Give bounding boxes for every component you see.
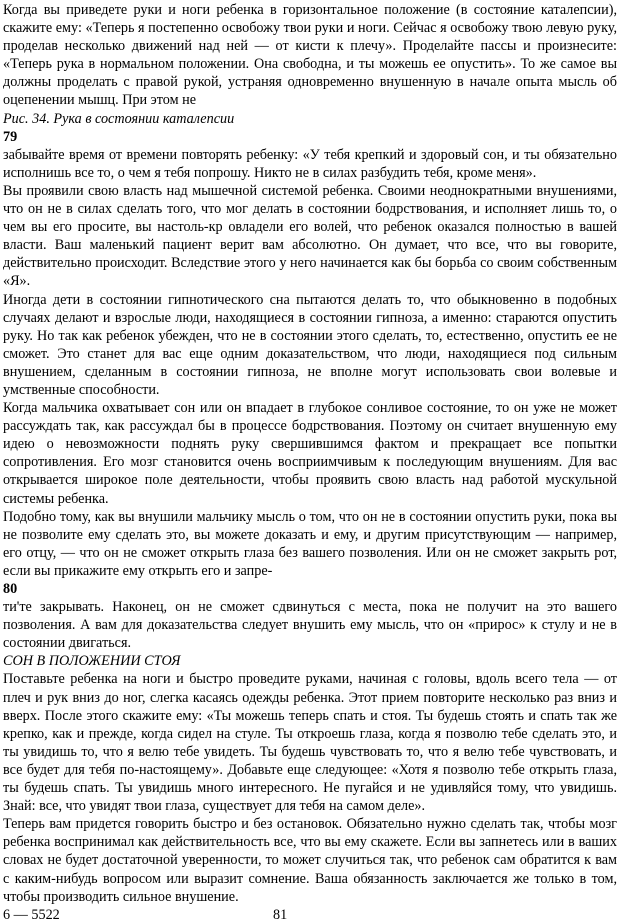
page-marker-79: 79	[3, 128, 18, 145]
paragraph-children-attempt: Иногда дети в состоянии гипнотического сна пытаются делать то, что обыкновенно в подобных случаях делают и взрослые люди, находящиеся в состоянии гипноза, а именно: стараются опустить руку. Но так как ребенок убежден, что не в состоянии этого сделать, то, естественно, опустить ее не сможет. Это станет для вас еще одним доказательством, что люди, находящиеся под сильным внушением, сделанным в состоянии гипноза, не вполне могут использовать свои волевые и умственные способности.	[3, 291, 617, 398]
paragraph-stuck-to-chair: ти'те закрывать. Наконец, он не сможет сдвинуться с места, пока не получит на это вашего позволения. А вам для доказательства следует внушить ему мысль, что он «прирос» к стулу и не в состоянии двигаться.	[3, 599, 617, 652]
figure-caption: Рис. 34. Рука в состоянии каталепсии	[3, 110, 235, 127]
page-footer	[3, 906, 617, 924]
paragraph-catalepsy-release: Когда вы приведете руки и ноги ребенка в горизонтальное положение (в состояние каталепсии), скажите ему: «Теперь я постепенно освобожу твои руки и ноги. Сейчас я освобожу твою левую руку, проделав несколько движений над ней — от кисти к плечу». Проделайте пассы и произнесите: «Теперь рука в нормальном положении. Она свободна, и ты можешь ее опустить». То же самое вы должны проделать с правой рукой, устраняя одновременно внушенную в начале опыта мысль об оцепенении мышц. При этом не	[3, 2, 617, 109]
printer-signature: 6 — 5522	[3, 906, 60, 923]
paragraph-speak-quickly: Теперь вам придется говорить быстро и без остановок. Обязательно нужно сделать так, чтобы мозг ребенка воспринимал как действительность все, что вы ему скажете. Если вы запнетесь или в ваших словах не будет достаточной уверенности, то может случиться так, что ребенок сам обратится к вам с каким-нибудь вопросом или выразит сомнение. Ваша обязанность заключается же только в том, чтобы производить сильное внушение.	[3, 816, 617, 905]
page-number: 81	[273, 906, 288, 923]
paragraph-repeat-sleep: забывайте время от времени повторять ребенку: «У тебя крепкий и здоровый сон, и ты обязательно исполнишь все то, о чем я тебя попрошу. Никто не в силах разбудить тебя, кроме меня».	[3, 146, 617, 181]
paragraph-power-over-muscles: Вы проявили свою власть над мышечной системой ребенка. Своими неоднократными внушениями, что он не в силах сделать того, что мог делать в состоянии бодрствования, и исполняет лишь то, о чем вы его просите, вы настоль-кр овладели его волей, что ребенок оказался полностью в вашей власти. Ваш маленький пациент верит вам абсолютно. Он думает, что все, что вы говорите, действительно происходит. Вследствие этого у него начинается как бы борьба со своим собственным «Я».	[3, 182, 617, 290]
section-heading-standing-sleep: СОН В ПОЛОЖЕНИИ СТОЯ	[3, 653, 181, 670]
paragraph-deep-sleep: Когда мальчика охватывает сон или он впадает в глубокое сонливое состояние, то он уже не может рассуждать так, как рассуждал бы в процессе бодрствования. Поэтому он считает внушенную ему идею о невозможности поднять руку свершившимся фактом и прекращает все попытки сопротивления. Его мозг становится очень восприимчивым к последующим внушениям. Для вас открывается широкое поле деятельности, чтобы проявить свою власть над работой мускульной системы ребенка.	[3, 400, 617, 507]
paragraph-eyes-mouth: Подобно тому, как вы внушили мальчику мысль о том, что он не в состоянии опустить руки, пока вы не позволите ему сделать это, вы можете доказать и ему, и другим присутствующим — например, его отцу, — что он не сможет открыть глаза без вашего позволения. Или он не сможет закрыть рот, если вы прикажите ему открыть его и запре-	[3, 508, 617, 579]
paragraph-standing-instructions: Поставьте ребенка на ноги и быстро проведите руками, начиная с головы, вдоль всего тела — от плеч и рук вниз до ног, слегка касаясь одежды ребенка. Этот прием повторите несколько раз вниз и вверх. После этого скажите ему: «Ты можешь теперь спать и стоя. Ты будешь стоять и спать так же крепко, как и прежде, когда сидел на стуле. Ты откроешь глаза, когда я позволю тебе сделать это, и ты увидишь то, что я велю тебе увидеть. Ты будешь чувствовать то, что я велю тебе чувствовать, и все будет для тебя по-настоящему». Добавьте еще следующее: «Хотя я позволю тебе открыть глаза, ты будешь спать. Ты увидишь много интересного. Не пугайся и не удивляйся тому, что увидишь. Знай: все, что увидят твои глаза, существует для тебя на самом деле».	[3, 671, 617, 815]
page-marker-80: 80	[3, 581, 18, 597]
